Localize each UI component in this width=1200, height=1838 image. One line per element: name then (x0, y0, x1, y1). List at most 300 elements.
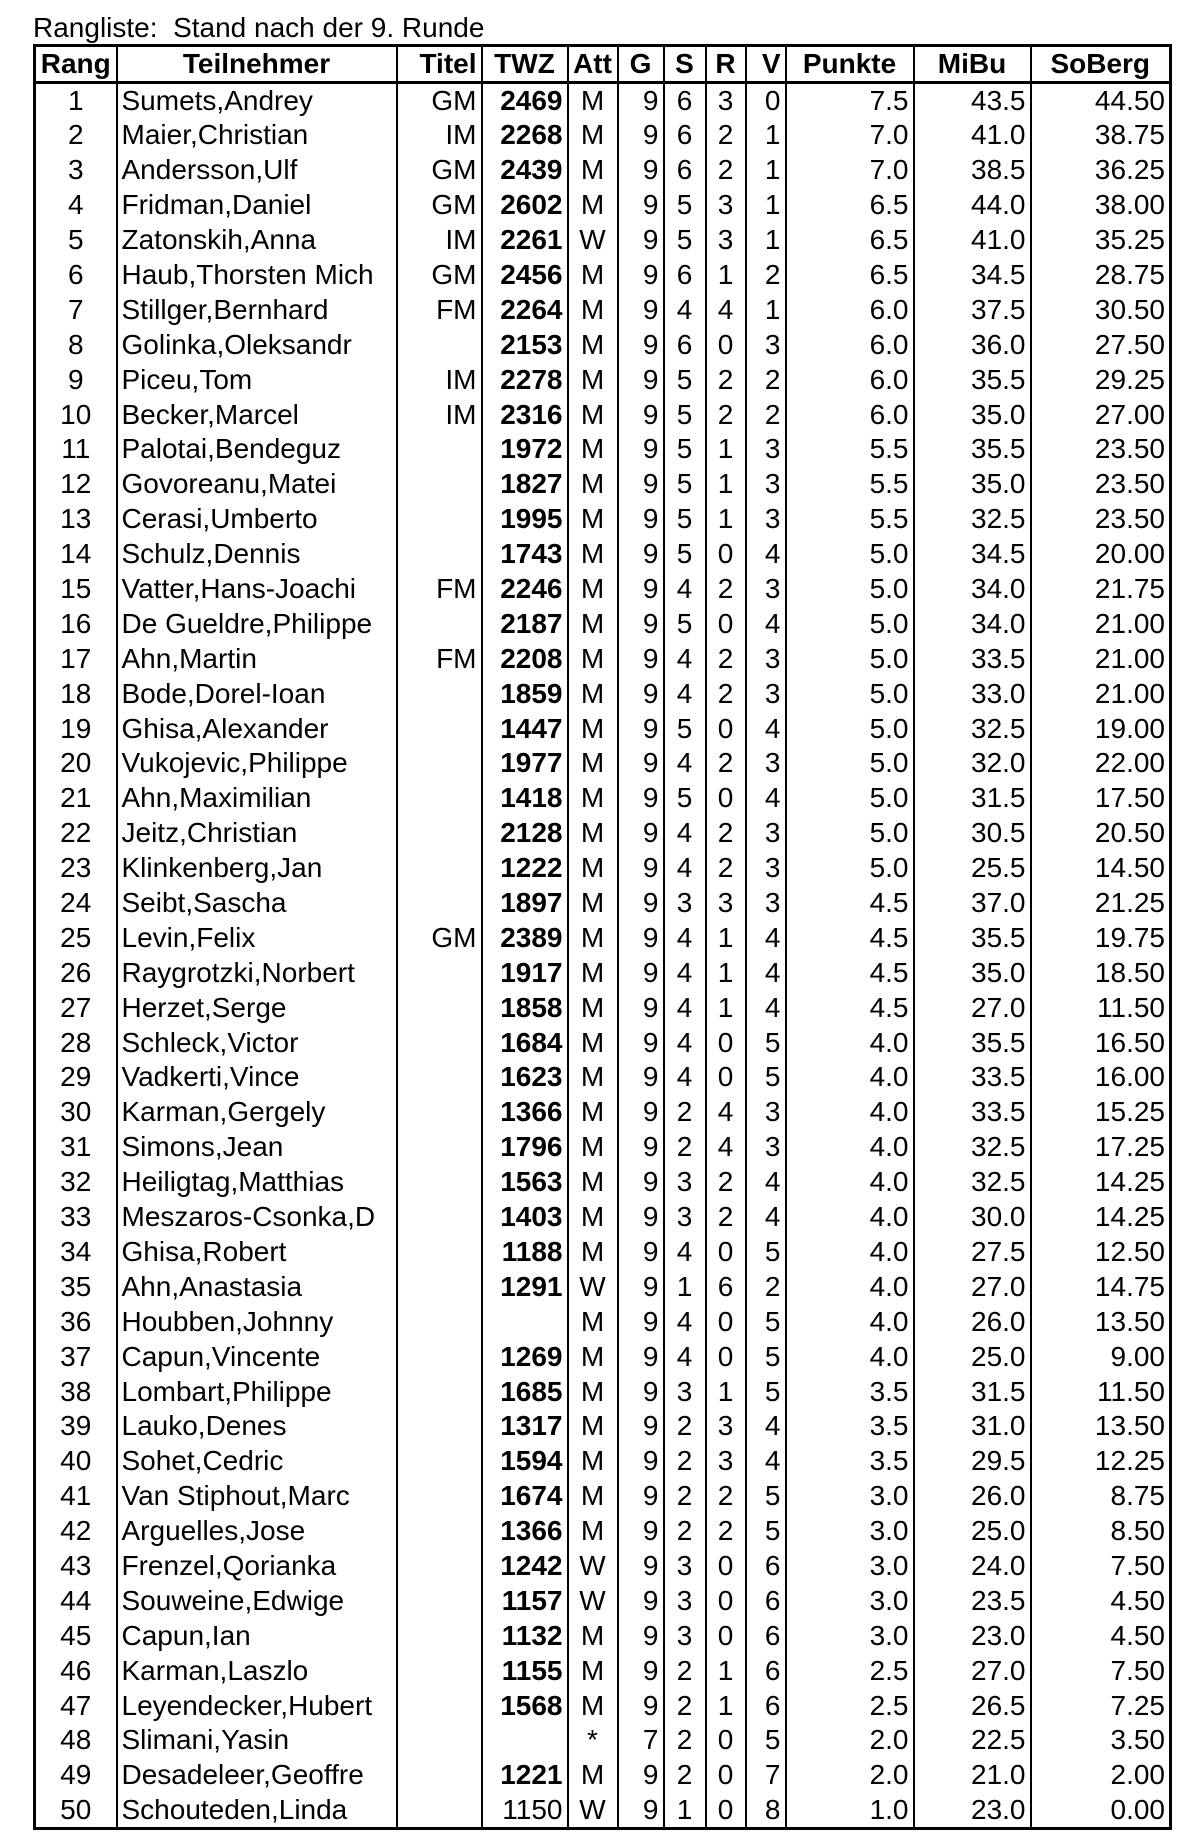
cell-gender: M (568, 502, 618, 537)
cell-title (397, 1549, 482, 1584)
cell-soberg: 7.25 (1031, 1688, 1171, 1723)
cell-rating: 1743 (482, 537, 568, 572)
cell-mibu: 33.5 (914, 1095, 1031, 1130)
cell-gender: M (568, 537, 618, 572)
cell-title (397, 1095, 482, 1130)
cell-games: 9 (618, 1758, 664, 1793)
table-row (35, 1653, 1171, 1688)
cell-rank: 42 (35, 1514, 117, 1549)
cell-games: 9 (618, 1165, 664, 1200)
cell-losses: 6 (746, 1688, 786, 1723)
cell-rating: 2264 (482, 292, 568, 327)
cell-points: 4.0 (786, 1269, 914, 1304)
table-row (35, 920, 1171, 955)
cell-mibu: 35.5 (914, 432, 1031, 467)
cell-mibu: 44.0 (914, 188, 1031, 223)
cell-points: 5.0 (786, 641, 914, 676)
cell-wins: 2 (664, 1723, 706, 1758)
cell-wins: 2 (664, 1444, 706, 1479)
cell-soberg: 7.50 (1031, 1653, 1171, 1688)
cell-soberg: 21.75 (1031, 572, 1171, 607)
cell-soberg: 27.00 (1031, 397, 1171, 432)
cell-losses: 4 (746, 711, 786, 746)
cell-losses: 3 (746, 502, 786, 537)
cell-draws: 2 (706, 1514, 746, 1549)
cell-gender: M (568, 1514, 618, 1549)
cell-gender: M (568, 1304, 618, 1339)
cell-points: 3.0 (786, 1479, 914, 1514)
cell-rating: 1291 (482, 1269, 568, 1304)
cell-wins: 4 (664, 1304, 706, 1339)
cell-wins: 4 (664, 816, 706, 851)
cell-wins: 4 (664, 1235, 706, 1270)
cell-mibu: 38.5 (914, 153, 1031, 188)
cell-gender: M (568, 1200, 618, 1235)
cell-wins: 2 (664, 1409, 706, 1444)
cell-gender: M (568, 920, 618, 955)
cell-gender: M (568, 1653, 618, 1688)
cell-rank: 5 (35, 223, 117, 258)
cell-title: FM (397, 641, 482, 676)
cell-draws: 3 (706, 1409, 746, 1444)
cell-wins: 4 (664, 955, 706, 990)
cell-mibu: 26.5 (914, 1688, 1031, 1723)
cell-mibu: 35.0 (914, 955, 1031, 990)
cell-rating: 2469 (482, 83, 568, 119)
cell-title (397, 1269, 482, 1304)
cell-points: 5.0 (786, 816, 914, 851)
cell-soberg: 14.75 (1031, 1269, 1171, 1304)
cell-losses: 4 (746, 781, 786, 816)
header-teilnehmer: Teilnehmer (117, 46, 397, 83)
cell-wins: 4 (664, 572, 706, 607)
cell-losses: 5 (746, 1514, 786, 1549)
cell-mibu: 23.0 (914, 1618, 1031, 1653)
cell-player-name: Ghisa,Alexander (117, 711, 397, 746)
cell-wins: 5 (664, 502, 706, 537)
cell-gender: M (568, 1479, 618, 1514)
cell-rank: 25 (35, 920, 117, 955)
cell-games: 9 (618, 711, 664, 746)
table-row (35, 572, 1171, 607)
cell-gender: M (568, 258, 618, 293)
cell-rank: 14 (35, 537, 117, 572)
cell-player-name: Sumets,Andrey (117, 83, 397, 119)
cell-losses: 4 (746, 1200, 786, 1235)
cell-player-name: Capun,Vincente (117, 1339, 397, 1374)
table-row (35, 955, 1171, 990)
cell-games: 9 (618, 572, 664, 607)
cell-rank: 37 (35, 1339, 117, 1374)
cell-wins: 4 (664, 676, 706, 711)
cell-gender: W (568, 1583, 618, 1618)
cell-player-name: Lauko,Denes (117, 1409, 397, 1444)
cell-gender: M (568, 816, 618, 851)
cell-rating: 1222 (482, 851, 568, 886)
cell-games: 9 (618, 886, 664, 921)
cell-points: 5.0 (786, 851, 914, 886)
cell-points: 4.0 (786, 1304, 914, 1339)
cell-draws: 1 (706, 920, 746, 955)
cell-wins: 3 (664, 1583, 706, 1618)
cell-soberg: 2.00 (1031, 1758, 1171, 1793)
cell-player-name: Fridman,Daniel (117, 188, 397, 223)
cell-title (397, 1235, 482, 1270)
cell-rank: 8 (35, 327, 117, 362)
cell-draws: 0 (706, 1793, 746, 1829)
cell-player-name: Levin,Felix (117, 920, 397, 955)
cell-title (397, 606, 482, 641)
cell-draws: 2 (706, 118, 746, 153)
cell-mibu: 27.0 (914, 1653, 1031, 1688)
cell-games: 9 (618, 676, 664, 711)
header-mibu: MiBu (914, 46, 1031, 83)
cell-games: 9 (618, 83, 664, 119)
cell-mibu: 23.5 (914, 1583, 1031, 1618)
cell-points: 2.0 (786, 1758, 914, 1793)
cell-soberg: 4.50 (1031, 1583, 1171, 1618)
cell-gender: M (568, 746, 618, 781)
cell-points: 4.0 (786, 1200, 914, 1235)
cell-rank: 16 (35, 606, 117, 641)
cell-games: 9 (618, 1793, 664, 1829)
cell-wins: 2 (664, 1095, 706, 1130)
cell-title (397, 1618, 482, 1653)
cell-rank: 41 (35, 1479, 117, 1514)
cell-wins: 5 (664, 397, 706, 432)
cell-title (397, 1723, 482, 1758)
cell-soberg: 17.50 (1031, 781, 1171, 816)
cell-rank: 44 (35, 1583, 117, 1618)
cell-losses: 1 (746, 223, 786, 258)
cell-gender: M (568, 1618, 618, 1653)
cell-wins: 2 (664, 1758, 706, 1793)
table-row (35, 1793, 1171, 1829)
cell-points: 4.0 (786, 1339, 914, 1374)
cell-player-name: Leyendecker,Hubert (117, 1688, 397, 1723)
cell-rating: 1897 (482, 886, 568, 921)
cell-draws: 0 (706, 1549, 746, 1584)
cell-title (397, 1514, 482, 1549)
cell-games: 9 (618, 1269, 664, 1304)
cell-draws: 4 (706, 292, 746, 327)
cell-draws: 1 (706, 1374, 746, 1409)
cell-soberg: 21.00 (1031, 676, 1171, 711)
cell-points: 6.5 (786, 258, 914, 293)
cell-title (397, 886, 482, 921)
header-punkte: Punkte (786, 46, 914, 83)
cell-rank: 7 (35, 292, 117, 327)
cell-draws: 0 (706, 711, 746, 746)
header-twz: TWZ (482, 46, 568, 83)
cell-gender: W (568, 1549, 618, 1584)
cell-mibu: 32.5 (914, 711, 1031, 746)
cell-games: 9 (618, 1060, 664, 1095)
cell-losses: 3 (746, 572, 786, 607)
cell-player-name: Arguelles,Jose (117, 1514, 397, 1549)
cell-rank: 4 (35, 188, 117, 223)
cell-games: 9 (618, 502, 664, 537)
cell-draws: 0 (706, 1025, 746, 1060)
cell-points: 4.5 (786, 920, 914, 955)
cell-rating: 1917 (482, 955, 568, 990)
cell-losses: 8 (746, 1793, 786, 1829)
table-row (35, 1583, 1171, 1618)
cell-rating: 2389 (482, 920, 568, 955)
cell-title (397, 1688, 482, 1723)
cell-points: 5.0 (786, 711, 914, 746)
cell-mibu: 30.5 (914, 816, 1031, 851)
table-row (35, 1688, 1171, 1723)
cell-points: 6.5 (786, 223, 914, 258)
cell-points: 5.5 (786, 432, 914, 467)
cell-rating: 1132 (482, 1618, 568, 1653)
cell-draws: 0 (706, 1235, 746, 1270)
cell-wins: 5 (664, 711, 706, 746)
cell-points: 4.0 (786, 1060, 914, 1095)
cell-rating: 2128 (482, 816, 568, 851)
header-titel: Titel (397, 46, 482, 83)
cell-soberg: 11.50 (1031, 990, 1171, 1025)
cell-losses: 4 (746, 990, 786, 1025)
cell-gender: M (568, 1165, 618, 1200)
cell-rating: 1366 (482, 1514, 568, 1549)
cell-points: 4.0 (786, 1235, 914, 1270)
cell-title (397, 816, 482, 851)
cell-rating: 1858 (482, 990, 568, 1025)
cell-mibu: 32.0 (914, 746, 1031, 781)
cell-points: 5.0 (786, 606, 914, 641)
cell-soberg: 23.50 (1031, 467, 1171, 502)
cell-games: 9 (618, 1025, 664, 1060)
cell-gender: M (568, 292, 618, 327)
cell-rating: 1827 (482, 467, 568, 502)
cell-losses: 5 (746, 1339, 786, 1374)
cell-games: 9 (618, 467, 664, 502)
cell-player-name: De Gueldre,Philippe (117, 606, 397, 641)
cell-wins: 4 (664, 851, 706, 886)
cell-points: 6.0 (786, 292, 914, 327)
cell-gender: M (568, 83, 618, 119)
cell-games: 9 (618, 1653, 664, 1688)
table-row (35, 1758, 1171, 1793)
cell-rank: 12 (35, 467, 117, 502)
cell-title: GM (397, 188, 482, 223)
cell-rating: 2316 (482, 397, 568, 432)
cell-title (397, 1653, 482, 1688)
cell-games: 9 (618, 1549, 664, 1584)
cell-points: 5.0 (786, 572, 914, 607)
cell-losses: 3 (746, 886, 786, 921)
cell-draws: 0 (706, 781, 746, 816)
cell-games: 9 (618, 1200, 664, 1235)
cell-points: 2.0 (786, 1723, 914, 1758)
cell-title (397, 327, 482, 362)
cell-gender: M (568, 1025, 618, 1060)
cell-rank: 33 (35, 1200, 117, 1235)
cell-soberg: 14.50 (1031, 851, 1171, 886)
cell-losses: 6 (746, 1583, 786, 1618)
cell-rank: 17 (35, 641, 117, 676)
table-row (35, 153, 1171, 188)
table-row (35, 1130, 1171, 1165)
cell-title (397, 537, 482, 572)
cell-soberg: 0.00 (1031, 1793, 1171, 1829)
cell-rating: 1796 (482, 1130, 568, 1165)
cell-rank: 20 (35, 746, 117, 781)
cell-title (397, 1165, 482, 1200)
cell-draws: 0 (706, 1304, 746, 1339)
table-row (35, 1723, 1171, 1758)
cell-title (397, 1409, 482, 1444)
cell-gender: M (568, 606, 618, 641)
cell-rank: 43 (35, 1549, 117, 1584)
cell-rating: 1594 (482, 1444, 568, 1479)
cell-soberg: 21.00 (1031, 606, 1171, 641)
cell-title: IM (397, 223, 482, 258)
cell-mibu: 23.0 (914, 1793, 1031, 1829)
cell-player-name: Palotai,Bendeguz (117, 432, 397, 467)
cell-draws: 2 (706, 676, 746, 711)
cell-rank: 40 (35, 1444, 117, 1479)
cell-rank: 31 (35, 1130, 117, 1165)
cell-draws: 4 (706, 1095, 746, 1130)
cell-wins: 5 (664, 432, 706, 467)
cell-rating: 2456 (482, 258, 568, 293)
header-att: Att (568, 46, 618, 83)
cell-draws: 0 (706, 1060, 746, 1095)
cell-title (397, 1479, 482, 1514)
cell-losses: 3 (746, 676, 786, 711)
cell-points: 2.5 (786, 1688, 914, 1723)
cell-soberg: 22.00 (1031, 746, 1171, 781)
cell-points: 4.0 (786, 1130, 914, 1165)
cell-title: GM (397, 920, 482, 955)
cell-gender: M (568, 1095, 618, 1130)
cell-wins: 2 (664, 1688, 706, 1723)
cell-games: 9 (618, 781, 664, 816)
cell-title (397, 1304, 482, 1339)
cell-player-name: Schulz,Dennis (117, 537, 397, 572)
cell-games: 9 (618, 292, 664, 327)
cell-player-name: Herzet,Serge (117, 990, 397, 1025)
cell-rank: 34 (35, 1235, 117, 1270)
cell-rating: 2268 (482, 118, 568, 153)
cell-draws: 3 (706, 223, 746, 258)
cell-rating: 1995 (482, 502, 568, 537)
ranking-table (33, 44, 1172, 1830)
cell-losses: 4 (746, 606, 786, 641)
cell-gender: M (568, 362, 618, 397)
cell-draws: 2 (706, 153, 746, 188)
cell-rating: 2261 (482, 223, 568, 258)
cell-points: 5.5 (786, 502, 914, 537)
cell-player-name: Cerasi,Umberto (117, 502, 397, 537)
cell-draws: 0 (706, 1618, 746, 1653)
cell-soberg: 30.50 (1031, 292, 1171, 327)
cell-player-name: Becker,Marcel (117, 397, 397, 432)
cell-losses: 1 (746, 292, 786, 327)
cell-wins: 3 (664, 1549, 706, 1584)
cell-wins: 2 (664, 1479, 706, 1514)
cell-points: 5.0 (786, 746, 914, 781)
cell-wins: 2 (664, 1130, 706, 1165)
cell-soberg: 28.75 (1031, 258, 1171, 293)
cell-gender: M (568, 432, 618, 467)
cell-draws: 0 (706, 327, 746, 362)
table-row (35, 781, 1171, 816)
cell-player-name: Slimani,Yasin (117, 1723, 397, 1758)
cell-rank: 32 (35, 1165, 117, 1200)
cell-soberg: 12.25 (1031, 1444, 1171, 1479)
cell-title (397, 1374, 482, 1409)
cell-losses: 3 (746, 1095, 786, 1130)
cell-title: GM (397, 83, 482, 119)
cell-draws: 1 (706, 990, 746, 1025)
cell-gender: W (568, 1793, 618, 1829)
cell-mibu: 25.5 (914, 851, 1031, 886)
cell-wins: 4 (664, 641, 706, 676)
cell-player-name: Lombart,Philippe (117, 1374, 397, 1409)
cell-gender: M (568, 1688, 618, 1723)
cell-rank: 49 (35, 1758, 117, 1793)
cell-soberg: 23.50 (1031, 432, 1171, 467)
cell-player-name: Frenzel,Qorianka (117, 1549, 397, 1584)
cell-soberg: 16.00 (1031, 1060, 1171, 1095)
cell-games: 9 (618, 990, 664, 1025)
cell-points: 3.5 (786, 1409, 914, 1444)
cell-mibu: 35.5 (914, 1025, 1031, 1060)
cell-points: 4.5 (786, 990, 914, 1025)
cell-mibu: 35.0 (914, 467, 1031, 502)
cell-player-name: Ahn,Maximilian (117, 781, 397, 816)
cell-rank: 2 (35, 118, 117, 153)
cell-gender: M (568, 467, 618, 502)
table-row (35, 1618, 1171, 1653)
cell-rating: 1674 (482, 1479, 568, 1514)
cell-soberg: 27.50 (1031, 327, 1171, 362)
cell-title (397, 1583, 482, 1618)
cell-rank: 18 (35, 676, 117, 711)
cell-soberg: 13.50 (1031, 1304, 1171, 1339)
cell-mibu: 22.5 (914, 1723, 1031, 1758)
cell-rating: 2278 (482, 362, 568, 397)
cell-soberg: 20.00 (1031, 537, 1171, 572)
cell-rank: 26 (35, 955, 117, 990)
cell-rank: 29 (35, 1060, 117, 1095)
cell-rating: 1221 (482, 1758, 568, 1793)
cell-title (397, 746, 482, 781)
table-row (35, 1025, 1171, 1060)
cell-draws: 1 (706, 432, 746, 467)
table-row (35, 537, 1171, 572)
cell-title (397, 502, 482, 537)
cell-rating: 1977 (482, 746, 568, 781)
cell-player-name: Van Stiphout,Marc (117, 1479, 397, 1514)
cell-draws: 3 (706, 188, 746, 223)
cell-wins: 4 (664, 990, 706, 1025)
cell-rating: 2187 (482, 606, 568, 641)
cell-draws: 4 (706, 1130, 746, 1165)
cell-gender: * (568, 1723, 618, 1758)
cell-losses: 7 (746, 1758, 786, 1793)
cell-title: FM (397, 292, 482, 327)
cell-gender: M (568, 572, 618, 607)
cell-points: 5.0 (786, 781, 914, 816)
table-row (35, 1374, 1171, 1409)
cell-games: 9 (618, 1304, 664, 1339)
cell-gender: M (568, 851, 618, 886)
